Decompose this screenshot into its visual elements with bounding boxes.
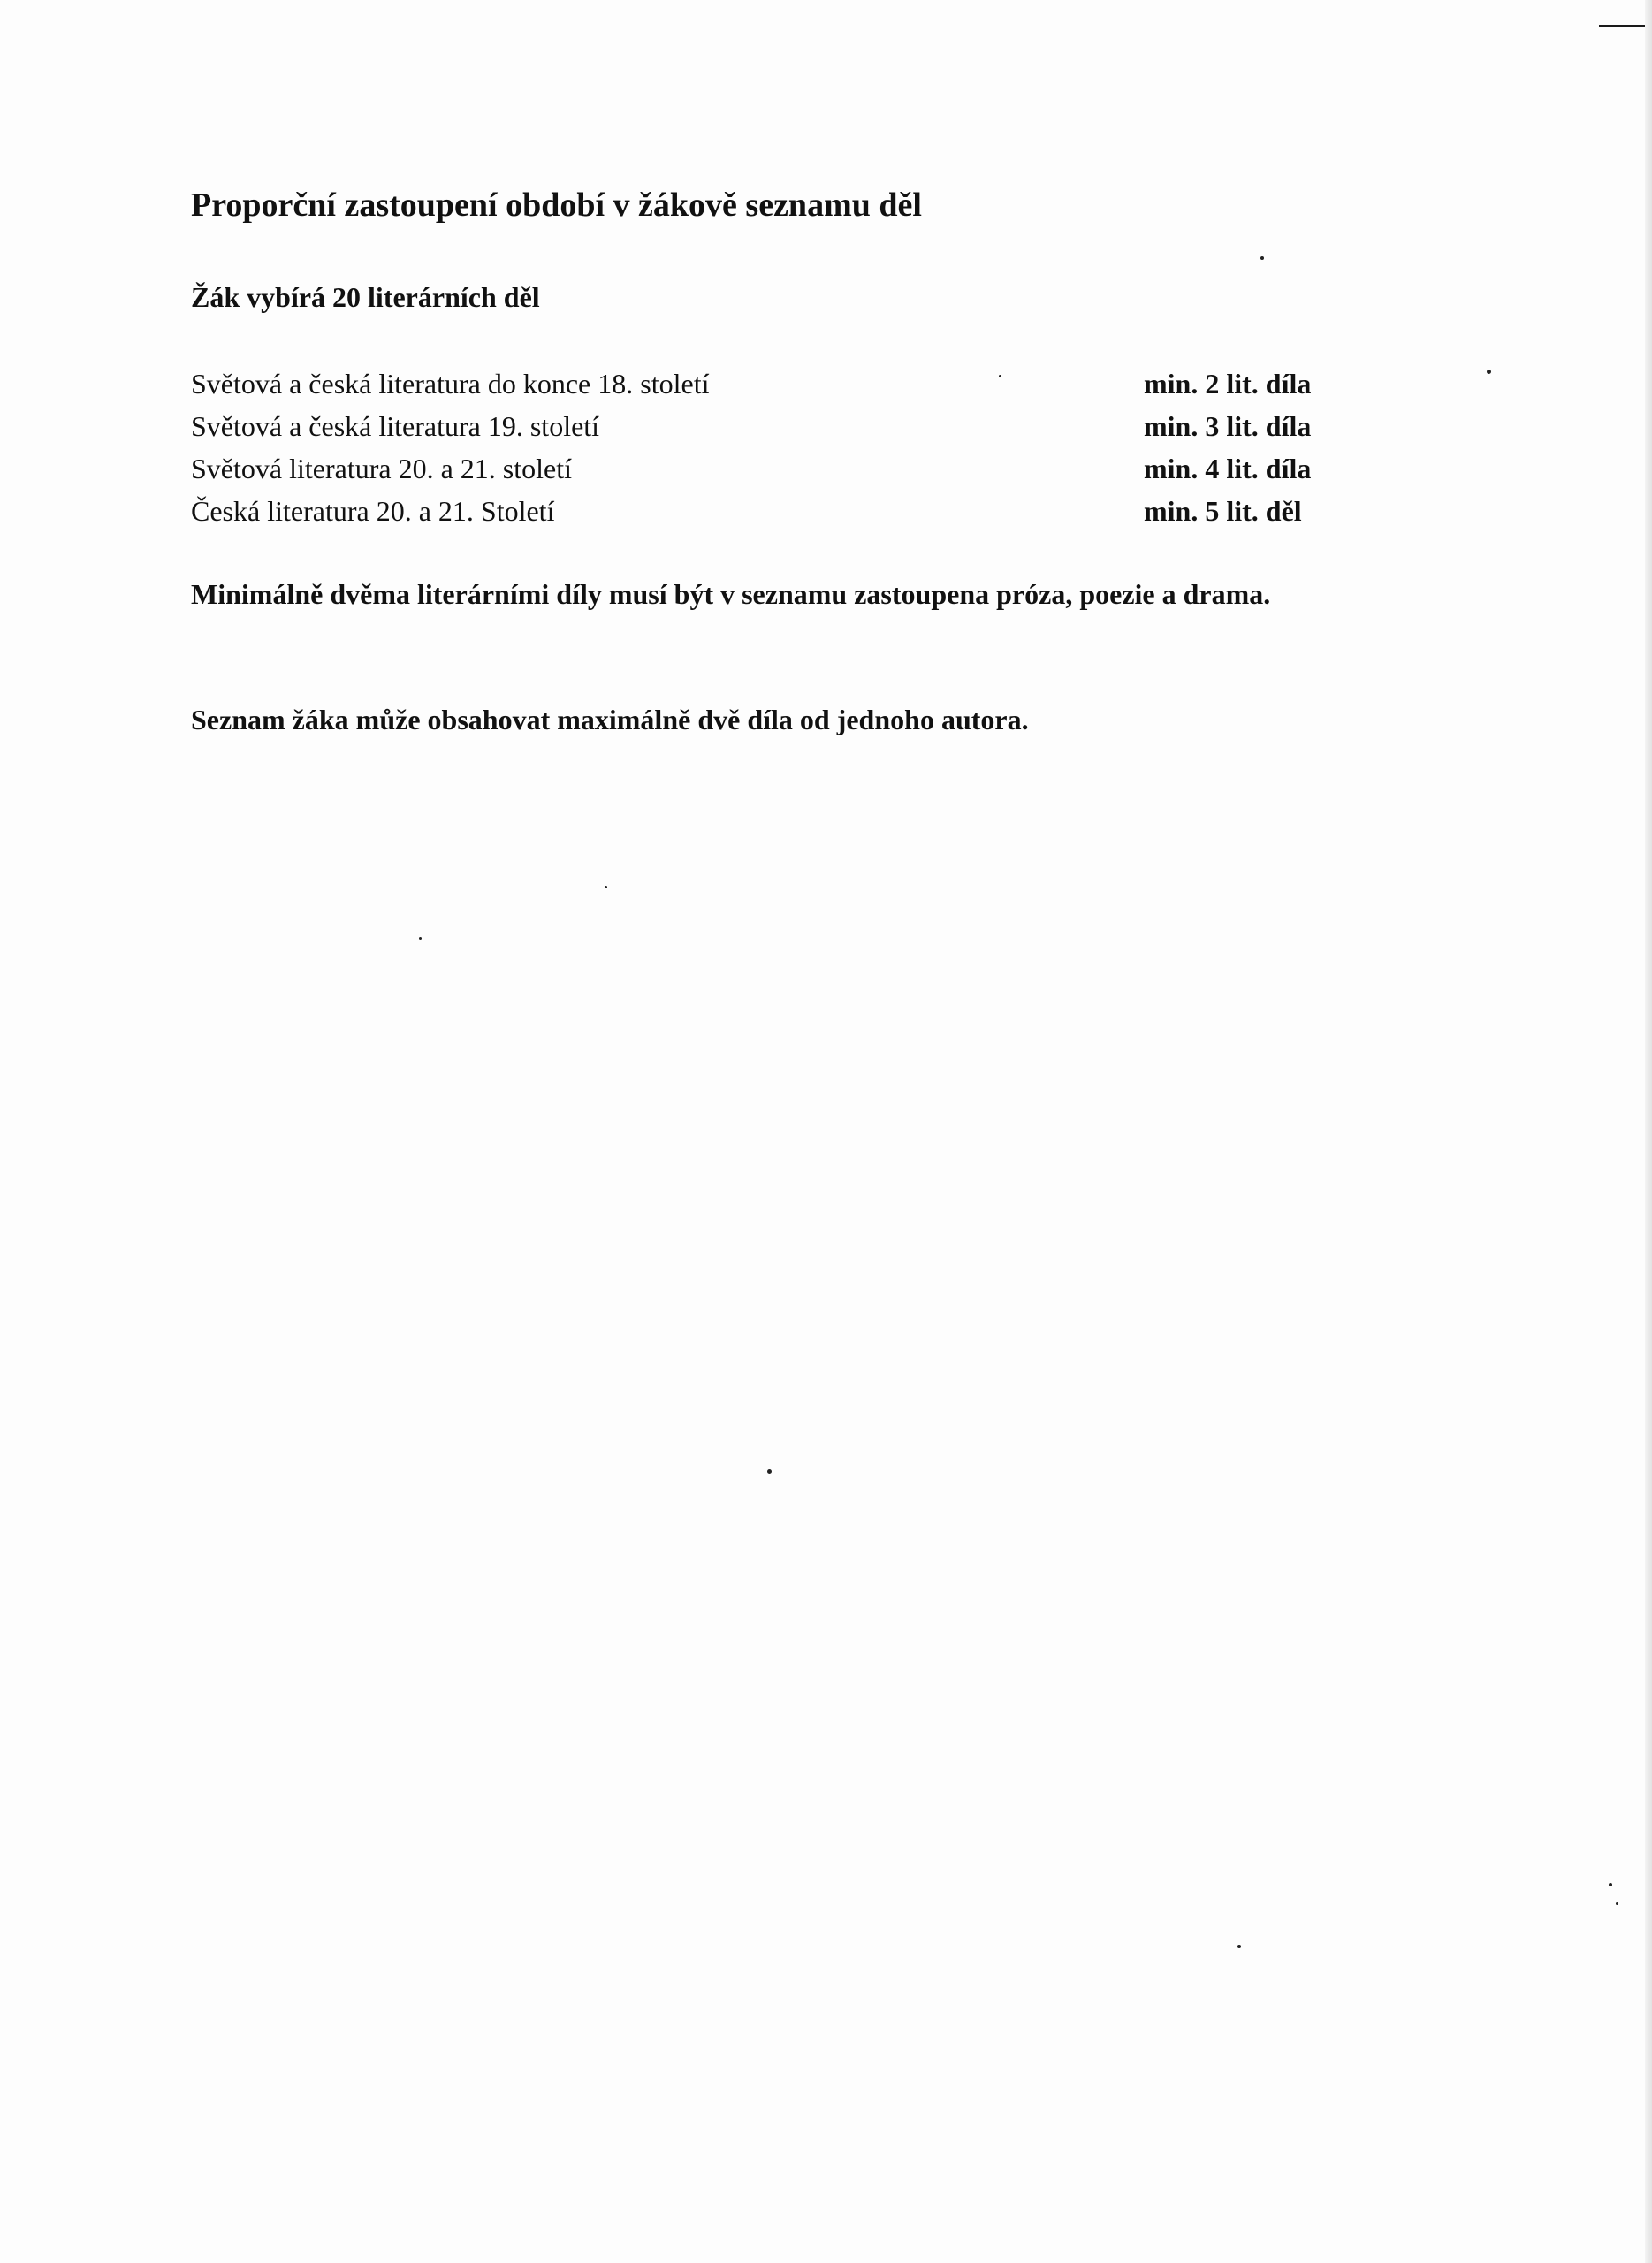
scan-edge-top — [1599, 0, 1652, 27]
scan-speck — [1237, 1945, 1241, 1948]
period-name: Světová a česká literatura do konce 18. století — [191, 368, 710, 400]
period-row — [191, 447, 1340, 490]
scan-speck — [419, 937, 422, 940]
period-row — [191, 362, 1340, 405]
period-minimum: min. 2 lit. díla — [1144, 368, 1312, 400]
period-row — [191, 490, 1340, 532]
period-row — [191, 405, 1340, 447]
document-subtitle: Žák vybírá 20 literárních děl — [191, 281, 540, 313]
period-minimum: min. 4 lit. díla — [1144, 453, 1312, 484]
period-minimum: min. 5 lit. děl — [1144, 495, 1302, 527]
period-name: Světová a česká literatura 19. století — [191, 410, 600, 442]
rule-author-limit: Seznam žáka může obsahovat maximálně dvě díla od jednoho autora. — [191, 704, 1029, 735]
scan-speck — [1487, 370, 1491, 374]
scan-edge-right — [1645, 0, 1652, 2263]
scan-speck — [605, 886, 607, 888]
period-name: Světová literatura 20. a 21. století — [191, 453, 572, 484]
period-list — [191, 362, 1340, 532]
scan-speck — [1260, 256, 1264, 260]
scan-speck — [767, 1469, 772, 1474]
document-title: Proporční zastoupení období v žákově seznamu děl — [191, 187, 922, 224]
rule-genres: Minimálně dvěma literárními díly musí být v seznamu zastoupena próza, poezie a drama. — [191, 578, 1271, 610]
scan-speck — [1616, 1902, 1618, 1905]
scan-speck — [1609, 1883, 1612, 1886]
period-name: Česká literatura 20. a 21. Století — [191, 495, 555, 527]
period-minimum: min. 3 lit. díla — [1144, 410, 1312, 442]
